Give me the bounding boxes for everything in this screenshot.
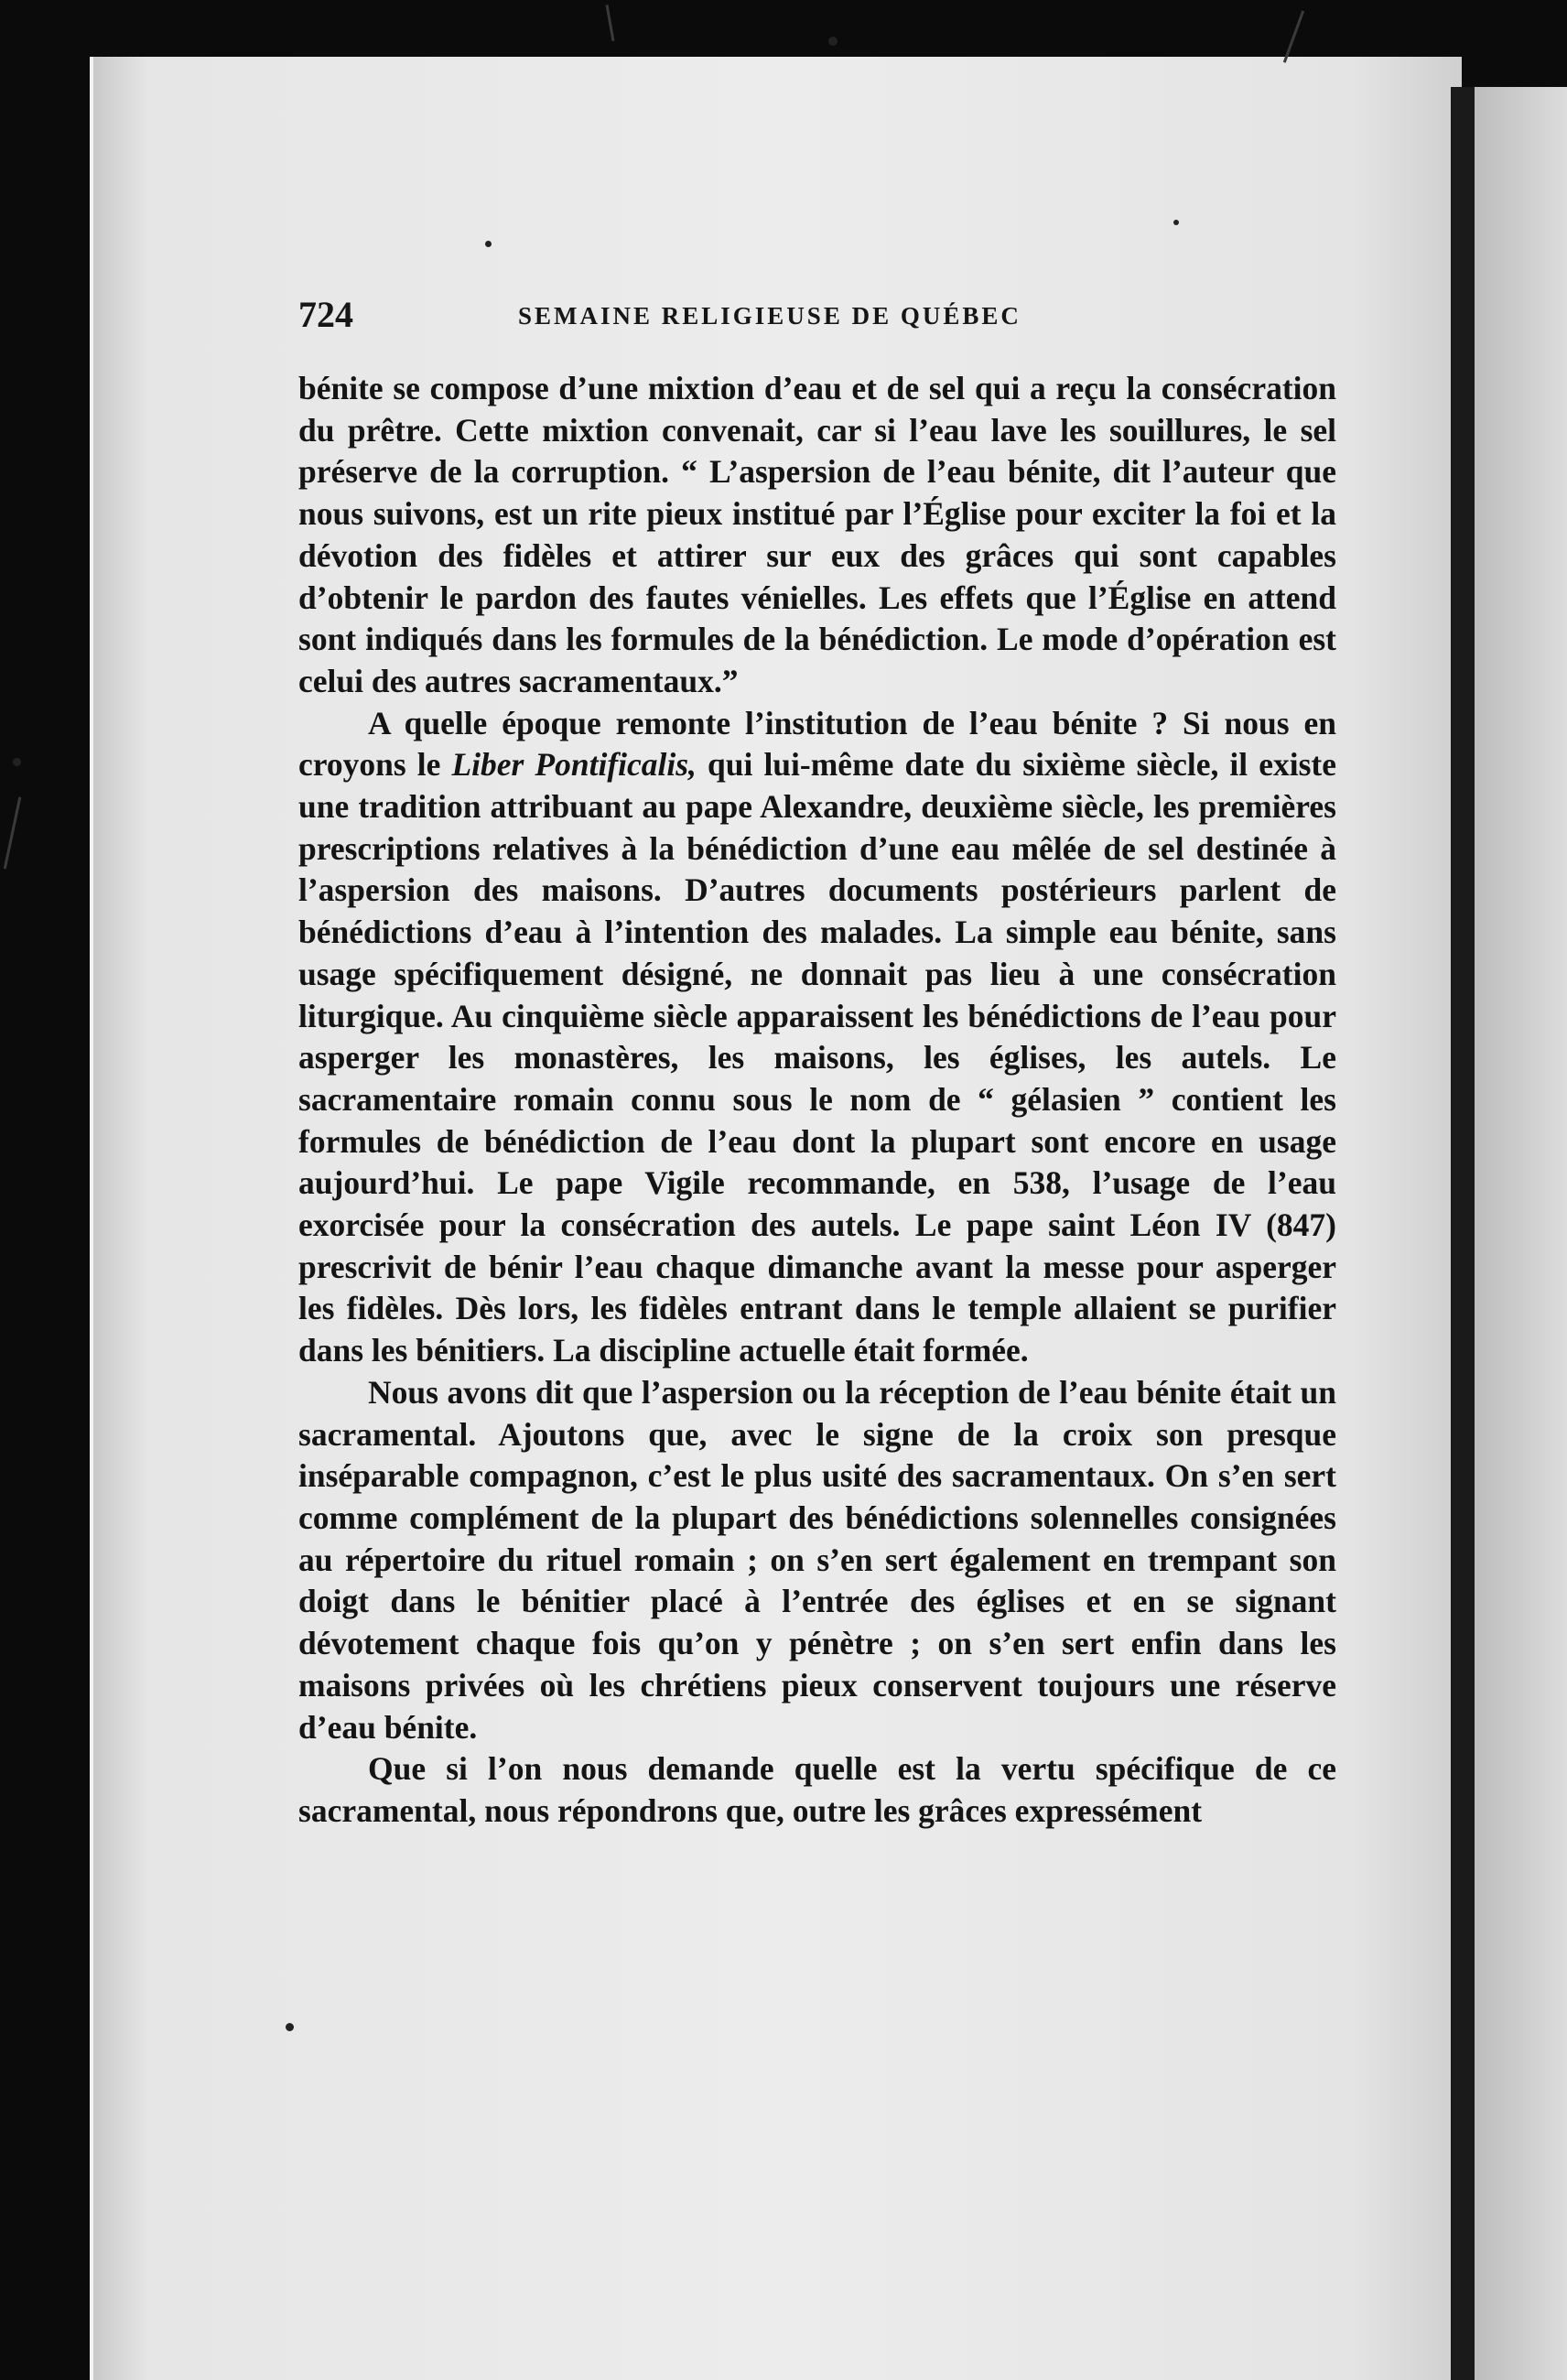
paragraph-2 (298, 703, 1336, 1372)
adjacent-page-edge (1475, 87, 1567, 2380)
paragraph-1: bénite se compose d’une mixtion d’eau et de sel qui a reçu la consécration du prêtre. Cette mixtion convenait, car si l’eau lave les souillures, le sel préserve de la corruption. “ L’aspersion de l’eau bénite, dit l’auteur que nous suivons, est un rite pieux institué par l’Église pour exciter la foi et la dévotion des fidèles et attirer sur eux des grâces qui sont capables d’obtenir le pardon des fautes vénielles. Les effets que l’Église en attend sont indiqués dans les formules de la bénédiction. Le mode d’opération est celui des autres sacramentaux.” (298, 370, 1336, 699)
paragraph-4: Que si l’on nous demande quelle est la vertu spécifique de ce sacramental, nous répondrons que, outre les grâces expressément (298, 1750, 1336, 1829)
dust-speck (286, 2023, 294, 2031)
dust-speck (828, 37, 838, 46)
running-header (298, 291, 1104, 346)
paragraph-2-text-rest: qui lui-même date du sixième siècle, il existe une tradition attribuant au pape Alexandre, deuxième siècle, les premières prescriptions relatives à la bénédiction d’une eau mêlée de sel destinée à l’aspersion des maisons. D’autres documents postérieurs parlent de bénédictions d’eau à l’intention des malades. La simple eau bénite, sans usage spécifiquement désigné, ne donnait pas lieu à une consécration liturgique. Au cinquième siècle apparaissent les bénédictions de l’eau pour asperger les monastères, les maisons, les églises, les autels. Le sacramentaire romain connu sous le nom de “ gélasien ” contient les formules de bénédiction de l’eau dont la plupart sont encore en usage aujourd’hui. Le pape Vigile recommande, en 538, l’usage de l’eau exorcisée pour la consécration des autels. Le pape saint Léon IV (847) prescrivit de bénir l’eau chaque dimanche avant la messe pour asperger les fidèles. Dès lors, les fidèles entrant dans le temple allaient se purifier dans les bénitiers. La discipline actuelle était formée. (298, 746, 1336, 1369)
film-scratch (1283, 10, 1304, 62)
book-title-liber-pontificalis: Liber Pontificalis, (451, 746, 697, 784)
dust-speck (485, 241, 492, 247)
page-gutter (1451, 87, 1475, 2380)
page-number: 724 (298, 294, 353, 335)
publication-title: SEMAINE RELIGIEUSE DE QUÉBEC (518, 302, 1021, 330)
dust-speck (1173, 220, 1179, 225)
paragraph-2-text-start: A quelle époque remonte l’institution de l’eau bénite ? Si nous en croyons le (298, 704, 1336, 784)
paragraph-3: Nous avons dit que l’aspersion ou la réception de l’eau bénite était un sacramental. Ajoutons que, avec le signe de la croix son presque inséparable compagnon, c’est le plus usité des sacramentaux. On s’en sert comme complément de la plupart des bénédictions solennelles consignées au répertoire du rituel romain ; on s’en sert également en trempant son doigt dans le bénitier placé à l’entrée des églises et en se signant dévotement chaque fois qu’on y pénètre ; on s’en sert enfin dans les maisons privées où les chrétiens pieux conservent toujours une réserve d’eau bénite. (298, 1373, 1336, 1746)
dust-speck (13, 758, 21, 766)
film-scratch (4, 797, 22, 870)
body-text (298, 368, 1336, 1833)
film-scratch (606, 5, 615, 41)
